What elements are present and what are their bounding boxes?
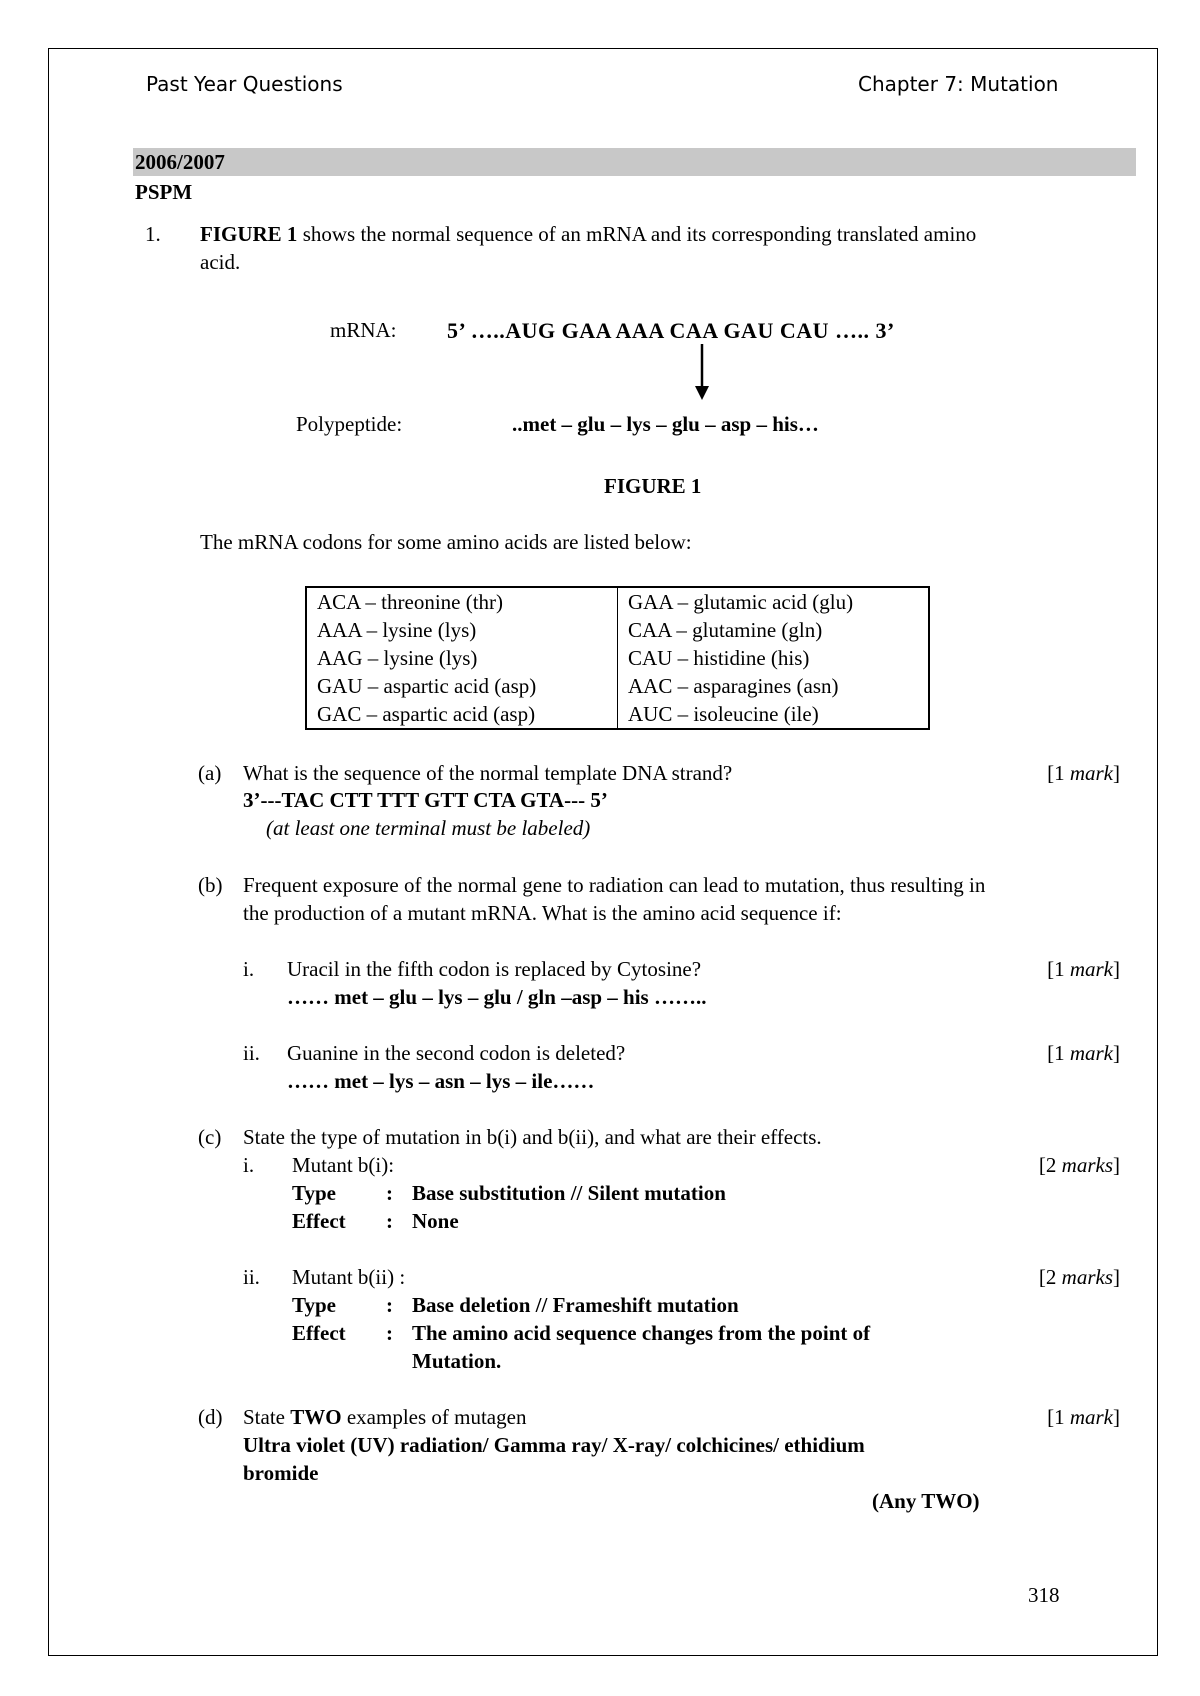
table-cell: GAU – aspartic acid (asp): [306, 672, 618, 700]
table-cell: ACA – threonine (thr): [306, 587, 618, 616]
question-number: 1.: [145, 222, 161, 246]
part-d-question: [243, 1405, 526, 1430]
part-b-ii-label: ii.: [243, 1041, 260, 1065]
page-number: 318: [1028, 1583, 1060, 1607]
part-c-ii-type-label: Type: [292, 1293, 336, 1317]
figure-caption: FIGURE 1: [604, 474, 702, 498]
mark-number: [1: [1047, 1405, 1070, 1429]
mark-word: mark: [1069, 957, 1113, 981]
table-cell: AAG – lysine (lys): [306, 644, 618, 672]
part-c-ii-effect-colon: :: [386, 1321, 393, 1345]
question-intro-line1: shows the normal sequence of an mRNA and its corresponding translated amino: [302, 222, 977, 246]
mark-close: ]: [1113, 1405, 1120, 1429]
part-b-i-marks: [1047, 957, 1120, 982]
part-c-i-marks: [1039, 1153, 1120, 1178]
part-d-label: (d): [198, 1405, 223, 1429]
exam-label: PSPM: [135, 180, 193, 204]
mark-word: marks: [1061, 1153, 1113, 1177]
mark-number: [1: [1047, 761, 1070, 785]
part-a-answer: 3’---TAC CTT TTT GTT CTA GTA--- 5’: [243, 788, 608, 812]
part-c-i-effect-colon: :: [386, 1209, 393, 1233]
part-a-label: (a): [198, 761, 222, 785]
part-c-i-effect-value: None: [412, 1209, 459, 1233]
part-c-ii-effect-label: Effect: [292, 1321, 346, 1345]
part-c-ii-marks: [1039, 1265, 1120, 1290]
part-c-ii-effect-value-line1: The amino acid sequence changes from the point of: [412, 1321, 871, 1345]
question-intro-bold: FIGURE 1: [200, 222, 298, 246]
mark-word: mark: [1069, 1041, 1113, 1065]
part-b-ii-question: Guanine in the second codon is deleted?: [287, 1041, 626, 1065]
table-cell: CAU – histidine (his): [618, 644, 930, 672]
mark-number: [2: [1038, 1153, 1062, 1177]
part-c-i-type-colon: :: [386, 1181, 393, 1205]
table-row: [306, 672, 929, 700]
part-b-i-question: Uracil in the fifth codon is replaced by Cytosine?: [287, 957, 702, 981]
header-right: Chapter 7: Mutation: [858, 72, 1059, 96]
part-a-note: (at least one terminal must be labeled): [266, 816, 591, 840]
question-intro: [200, 222, 976, 247]
codon-intro: The mRNA codons for some amino acids are listed below:: [200, 530, 692, 554]
part-d-text-pre: State: [243, 1405, 291, 1429]
table-row: [306, 700, 929, 729]
mark-close: ]: [1113, 1265, 1120, 1289]
part-c-ii-text: Mutant b(ii) :: [292, 1265, 406, 1289]
polypeptide-label: Polypeptide:: [296, 412, 403, 436]
part-c-ii-type-colon: :: [386, 1293, 393, 1317]
part-d-text-bold: TWO: [290, 1405, 342, 1429]
polypeptide-sequence: ..met – glu – lys – glu – asp – his…: [512, 412, 819, 436]
part-d-answer-line1: Ultra violet (UV) radiation/ Gamma ray/ X-ray/ colchicines/ ethidium: [243, 1433, 865, 1457]
header-left: Past Year Questions: [146, 72, 343, 96]
year-bar: [133, 148, 1136, 176]
table-cell: GAA – glutamic acid (glu): [618, 587, 930, 616]
mark-word: mark: [1069, 1405, 1113, 1429]
part-b-line1: Frequent exposure of the normal gene to radiation can lead to mutation, thus resulting in: [243, 873, 986, 897]
table-cell: AAC – asparagines (asn): [618, 672, 930, 700]
part-b-i-answer: …… met – glu – lys – glu / gln –asp – his ……..: [287, 985, 707, 1009]
part-c-i-label: i.: [243, 1153, 255, 1177]
mrna-sequence: 5’ …..AUG GAA AAA CAA GAU CAU ….. 3’: [447, 318, 895, 343]
table-row: [306, 616, 929, 644]
part-b-line2: the production of a mutant mRNA. What is the amino acid sequence if:: [243, 901, 842, 925]
table-cell: AAA – lysine (lys): [306, 616, 618, 644]
part-b-ii-marks: [1047, 1041, 1120, 1066]
year-label: 2006/2007: [135, 150, 225, 174]
mark-close: ]: [1113, 1153, 1120, 1177]
part-c-question: State the type of mutation in b(i) and b(ii), and what are their effects.: [243, 1125, 822, 1149]
part-d-any-two: (Any TWO): [872, 1489, 980, 1513]
mark-close: ]: [1113, 761, 1120, 785]
table-cell: AUC – isoleucine (ile): [618, 700, 930, 729]
part-c-i-type-label: Type: [292, 1181, 336, 1205]
part-d-marks: [1047, 1405, 1120, 1430]
part-b-i-label: i.: [243, 957, 255, 981]
table-row: [306, 587, 929, 616]
question-intro-line2: acid.: [200, 250, 241, 274]
arrow-down-icon: [690, 342, 714, 402]
part-c-ii-effect-value-line2: Mutation.: [412, 1349, 502, 1373]
part-c-i-effect-label: Effect: [292, 1209, 346, 1233]
mrna-label: mRNA:: [330, 318, 397, 342]
part-b-label: (b): [198, 873, 223, 897]
part-a-question: What is the sequence of the normal template DNA strand?: [243, 761, 733, 785]
mark-word: marks: [1061, 1265, 1113, 1289]
part-b-ii-answer: …… met – lys – asn – lys – ile……: [287, 1069, 595, 1093]
part-c-ii-type-value: Base deletion // Frameshift mutation: [412, 1293, 739, 1317]
table-cell: CAA – glutamine (gln): [618, 616, 930, 644]
part-d-answer-line2: bromide: [243, 1461, 319, 1485]
mark-number: [1: [1047, 957, 1070, 981]
mark-close: ]: [1113, 1041, 1120, 1065]
table-cell: GAC – aspartic acid (asp): [306, 700, 618, 729]
mark-close: ]: [1113, 957, 1120, 981]
codon-table: [305, 586, 930, 730]
mark-number: [2: [1038, 1265, 1062, 1289]
part-d-text-post: examples of mutagen: [341, 1405, 527, 1429]
part-c-i-text: Mutant b(i):: [292, 1153, 395, 1177]
table-row: [306, 644, 929, 672]
mark-number: [1: [1047, 1041, 1070, 1065]
part-c-i-type-value: Base substitution // Silent mutation: [412, 1181, 726, 1205]
mark-word: mark: [1069, 761, 1113, 785]
part-c-label: (c): [198, 1125, 222, 1149]
part-c-ii-label: ii.: [243, 1265, 260, 1289]
part-a-marks: [1047, 761, 1120, 786]
